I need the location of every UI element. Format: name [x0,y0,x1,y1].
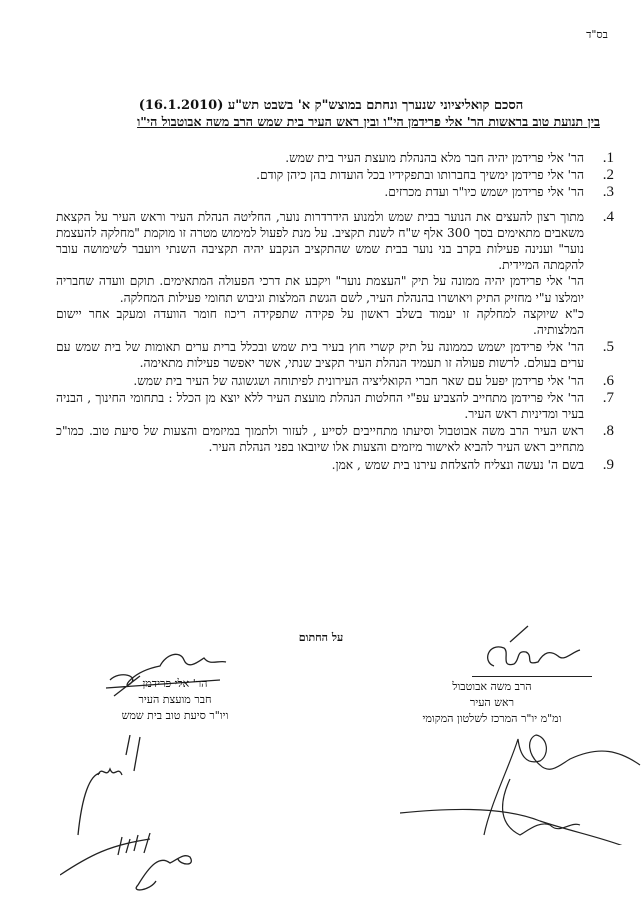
clause-text: הר' אלי פרידמן ימשיך בחברותו ובתפקידיו בכל הועדות בהן כיהן קודם. [256,168,584,183]
clause-number: 1. [602,150,614,166]
clause-2 [56,167,614,183]
clause-3 [56,184,614,200]
clause-text: הר' אלי פרידמן יהיה חבר מלא בהנהלת מועצת העיר בית שמש. [285,151,584,165]
clause-6 [56,373,614,389]
clause-text: כ"א שיוקצה למחלקה זו יעמוד בשלב ראשון על פקידה שתפקידה ריכוז חומר הוועדה ומעקב אחר יישום המלצותיה. [56,306,584,338]
clause-number: 9. [602,456,614,473]
signatory-friedman [90,676,260,724]
clause-text: הר' אלי פרידמן יפעל עם שאר חברי הקואליציה העירונית לפיתוחה ושגשוגה של העיר בית שמש. [133,373,584,388]
document-subtitle: בין תנועת טוב בראשות הר' אלי פרידמן הי"ו ובין ראש העיר בית שמש הרב משה אבוטבול הי"ו [137,114,600,129]
signatory-role: ומ"מ יו"ר המרכז לשלטון המקומי [422,712,562,725]
signature-line [472,676,592,677]
clause-4 [56,209,614,339]
clause-text: הר' אלי פרידמן מתחייב להצביע עפ"י החלטות הנהלת מועצת העיר ללא יוצא מן הכלל : בתחומי החינוך , הבניה בעיר ומדיניות ראש העיר. [56,390,584,422]
clause-7 [56,390,614,422]
clause-number: 4. [602,208,614,225]
clause-number: 8. [602,423,614,440]
clause-text: הר' אלי פרידמן ישמש כיו"ר ועדת מכרזים. [384,185,584,200]
clause-number: 7. [602,389,614,406]
header-mark: בס"ד [586,28,608,41]
clause-text: הר' אלי פרידמן ישמש כממונה על תיק קשרי חוץ בעיר בית שמש ובכלל ברית ערים תאומות של בית שמש עם ערים בעולם. לרשות פעולה זו תעמיד הנהלת העיר תקציב שנתי, אשר יאפשר פעילות מתאימה. [56,340,584,371]
signature-extra-right-icon [400,725,642,845]
signatory-role: ראש העיר [469,696,515,709]
clause-text: בשם ה' נעשה ונצליח להצלחת עירנו בית שמש , אמן. [331,457,584,472]
clause-number: 3. [602,184,614,201]
clause-5 [56,339,614,371]
signatory-role: ויו"ר סיעת טוב בית שמש [121,709,229,722]
clause-number: 5. [602,339,614,356]
document-title: הסכם קואליציוני שנערך ונחתם במוצש"ק א' בשבט תש"ע (16.1.2010) [138,98,524,113]
clause-number: 2. [602,167,614,184]
clause-text: הר' אלי פרידמן יהיה ממונה על תיק "העצמת נוער" ויקבע את דרכי הפעולה המתאימים. תוקם וועדה שחבריה יומלצו ע"י מחזיק התיק ויאושרו בהנהלת העיר, לשם הגשת המלצות וגיבוש תחומי פעילות המחלקה. [56,274,584,305]
clause-1 [56,150,614,166]
approval-label: על החתום [298,631,344,644]
clause-text: ראש העיר הרב משה אבוטבול וסיעתו מתחייבים לסייע , לעזור ולתמוך במיזמים והצעות של סיעת טוב. כמו"כ מתחייב ראש העיר להביא לאישור מיזמים והצעות אלו שיובאו בפני הנהלת העיר. [56,424,584,455]
clause-number: 6. [602,372,614,389]
clause-8 [56,423,614,455]
clause-9 [56,457,614,473]
signature-mayor-icon [480,622,600,682]
signature-extra-left-icon [60,735,210,905]
clause-text: מתוך רצון להעצים את הנוער בבית שמש ולמנוע הידרדרות נוער, החליטה הנהלת העיר וראש העיר על הקצאת משאבים מתאימים בסך 300 אלף ש"ח לשנת תקציב. על מנת לפעול למימוש מטרה זו מוקמת "מחלקה להעצמת נוער" וענינה פעילות בקרב בני נוער בבית שמש שהתקציב הנקבע יהיה תקציבה השנתי ויועבר לשימושה עובר להקמתה המיידית. [56,209,585,273]
signatory-name: הר' אלי פרידמן [142,677,208,690]
agreement-clauses [56,150,614,474]
signatory-role: חבר מועצת העיר [138,693,212,706]
signatory-mayor [392,676,592,727]
signatory-name: הרב משה אבוטבול [452,680,532,693]
